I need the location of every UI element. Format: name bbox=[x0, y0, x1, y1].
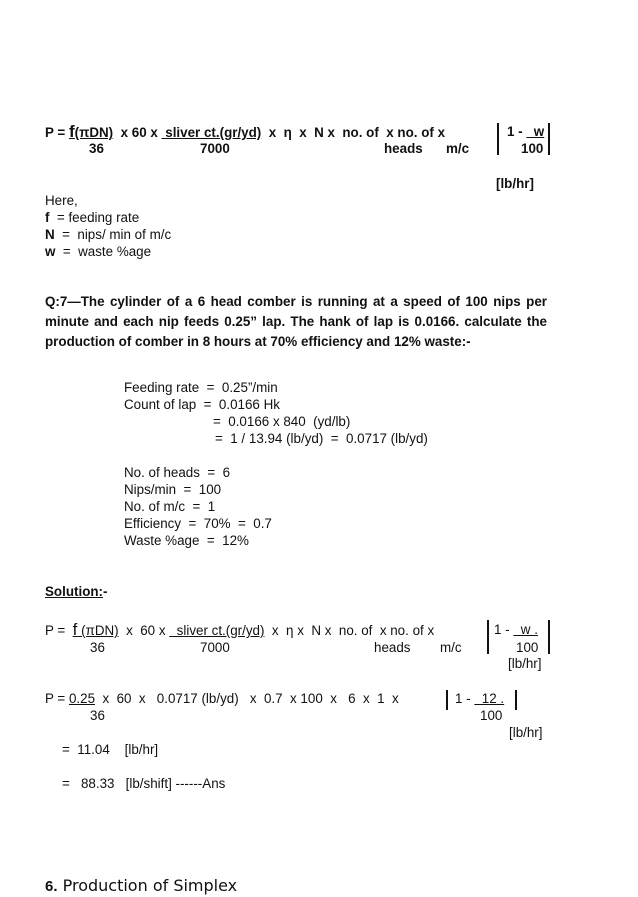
formula-2-den-7000: 7000 bbox=[200, 640, 230, 655]
bracket-right-1 bbox=[548, 123, 550, 155]
given-efficiency: Efficiency = 70% = 0.7 bbox=[124, 516, 272, 531]
formula-2-den-36: 36 bbox=[90, 640, 105, 655]
solution-heading-suffix: - bbox=[103, 584, 108, 599]
formula-1-sliver: sliver ct.(gr/yd) bbox=[161, 125, 262, 140]
formula-1-heads: heads bbox=[384, 141, 423, 156]
formula-1-den-36: 36 bbox=[89, 141, 104, 156]
question-text: Q:7—The cylinder of a 6 head comber is running at a speed of 100 nips per minute and each nip feeds 0.25” lap. The hank of lap is 0.0166. calculate the production of comber in 8 hours at 70% efficiency and 12% waste:- bbox=[45, 294, 547, 349]
formula-2-fraction bbox=[494, 622, 538, 638]
formula-2-w: w . bbox=[513, 622, 538, 637]
definition-n-text: = nips/ min of m/c bbox=[54, 227, 172, 242]
formula-1-mc: m/c bbox=[446, 141, 470, 156]
formula-1-den-100: 100 bbox=[521, 141, 544, 156]
bracket-left-3 bbox=[446, 690, 448, 710]
definition-w-text: = waste %age bbox=[55, 244, 152, 259]
bracket-right-2 bbox=[548, 620, 550, 654]
given-lap-step-2: = 0.0166 x 840 (yd/lb) bbox=[213, 414, 351, 429]
formula-2-mid: x 60 x bbox=[118, 623, 170, 638]
formula-3-fraction bbox=[455, 691, 504, 707]
formula-3-lhs: P = bbox=[45, 691, 69, 706]
formula-1-den-7000: 7000 bbox=[200, 141, 230, 156]
formula-2-unit: [lb/hr] bbox=[508, 656, 542, 671]
definition-n bbox=[45, 227, 171, 243]
f-symbol: f bbox=[68, 122, 75, 141]
result-hourly: = 11.04 [lb/hr] bbox=[62, 742, 159, 757]
given-waste: Waste %age = 12% bbox=[124, 533, 249, 548]
here-label: Here, bbox=[45, 193, 78, 208]
formula-3-den-36: 36 bbox=[90, 708, 105, 723]
formula-2-one: 1 - bbox=[494, 622, 514, 637]
formula-2-den-100: 100 bbox=[516, 640, 539, 655]
given-heads: No. of heads = 6 bbox=[124, 465, 231, 480]
formula-3-rest: x 60 x 0.0717 (lb/yd) x 0.7 x 100 x 6 x 1 x bbox=[95, 691, 399, 706]
section-title: Production of Simplex bbox=[57, 876, 238, 895]
formula-2-lhs: P = bbox=[45, 623, 73, 638]
solution-heading-text: Solution: bbox=[45, 584, 104, 599]
section-heading bbox=[45, 876, 237, 897]
formula-1-mid: x 60 x bbox=[113, 125, 162, 140]
formula-2-mc: m/c bbox=[440, 640, 462, 655]
definition-w bbox=[45, 244, 151, 260]
given-count-of-lap: Count of lap = 0.0166 Hk bbox=[124, 397, 280, 412]
given-machines: No. of m/c = 1 bbox=[124, 499, 216, 514]
definition-f bbox=[45, 210, 139, 226]
definition-f-text: = feeding rate bbox=[49, 210, 140, 225]
formula-3-den-100: 100 bbox=[480, 708, 503, 723]
formula-2-fpi bbox=[72, 620, 119, 639]
bracket-left-1 bbox=[497, 123, 499, 155]
given-nips: Nips/min = 100 bbox=[124, 482, 222, 497]
formula-2-heads: heads bbox=[374, 640, 411, 655]
solution-heading bbox=[45, 584, 107, 600]
formula-1-unit: [lb/hr] bbox=[496, 176, 534, 191]
pi-dn: (πDN) bbox=[74, 125, 114, 140]
definition-f-symbol: f bbox=[45, 210, 50, 225]
definition-w-symbol: w bbox=[45, 244, 56, 259]
formula-2-numerator bbox=[45, 622, 434, 639]
definition-n-symbol: N bbox=[45, 227, 55, 242]
formula-1-one: 1 - bbox=[507, 124, 527, 139]
formula-1-numerator bbox=[45, 124, 445, 141]
formula-2-sliver: sliver ct.(gr/yd) bbox=[169, 623, 265, 638]
formula-3-one: 1 - bbox=[455, 691, 475, 706]
bracket-right-3 bbox=[515, 690, 517, 710]
formula-1-lhs: P = bbox=[45, 125, 69, 140]
result-shift: = 88.33 [lb/shift] ------Ans bbox=[62, 776, 226, 791]
formula-1-w: w bbox=[526, 124, 545, 139]
section-number: 6. bbox=[45, 878, 58, 895]
given-lap-step-3: = 1 / 13.94 (lb/yd) = 0.0717 (lb/yd) bbox=[215, 431, 428, 446]
formula-1-rest: x η x N x no. of x no. of x bbox=[261, 125, 446, 140]
formula-2-rest: x η x N x no. of x no. of x bbox=[264, 623, 435, 638]
bracket-left-2 bbox=[487, 620, 489, 654]
formula-1-fpi bbox=[68, 122, 114, 141]
formula-3-w: 12 . bbox=[474, 691, 505, 706]
formula-3-num: 0.25 bbox=[68, 691, 96, 706]
pi-dn-2: (πDN) bbox=[77, 623, 119, 638]
formula-3-numerator bbox=[45, 691, 399, 707]
given-feeding-rate: Feeding rate = 0.25”/min bbox=[124, 380, 278, 395]
f-symbol-2: f bbox=[72, 620, 78, 639]
formula-3-unit: [lb/hr] bbox=[509, 725, 543, 740]
formula-1-fraction bbox=[507, 124, 544, 140]
